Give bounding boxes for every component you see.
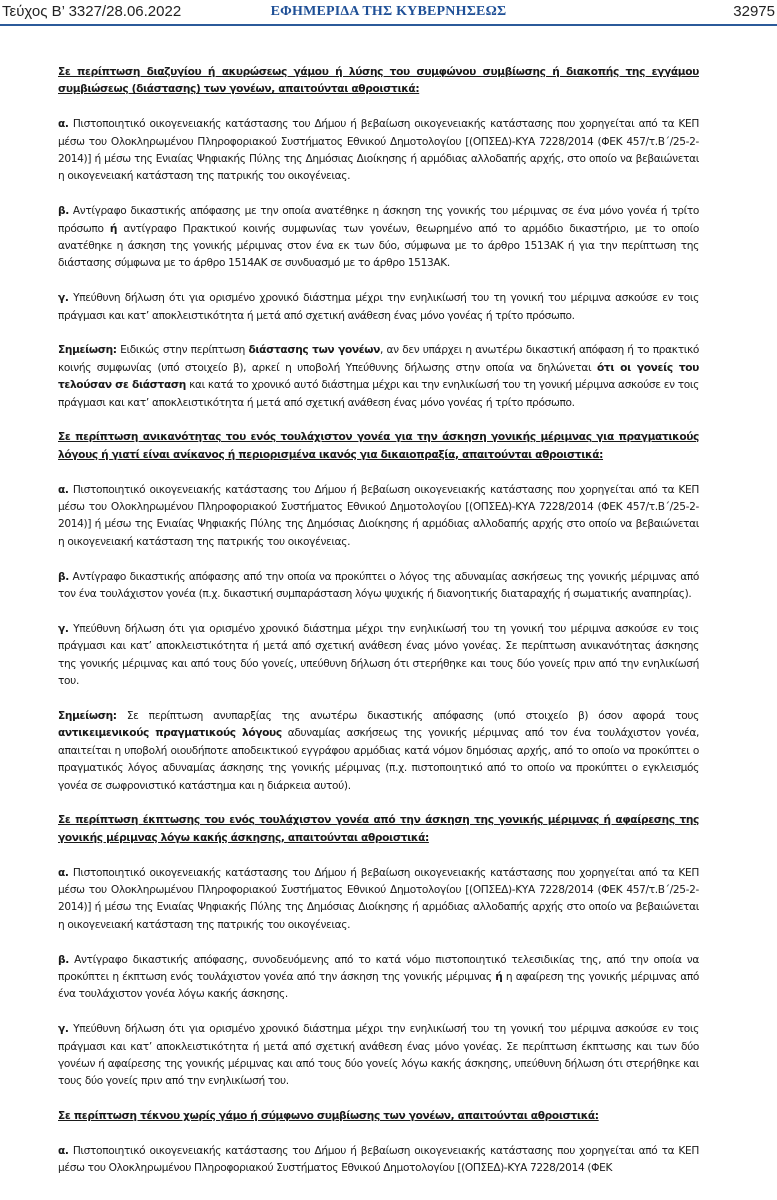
item-a xyxy=(58,1143,699,1178)
note-text: Ειδικώς στην περίπτωση xyxy=(116,344,249,357)
item-a xyxy=(58,116,699,186)
section-heading-unmarried: Σε περίπτωση τέκνου χωρίς γάμο ή σύμφωνο συμβίωσης των γονέων, απαιτούνται αθροιστικά: xyxy=(58,1110,599,1123)
item-c xyxy=(58,1021,699,1091)
document-body xyxy=(58,64,699,1178)
item-c xyxy=(58,290,699,325)
item-label: β. xyxy=(58,570,69,583)
item-b xyxy=(58,203,699,273)
page-header xyxy=(0,0,777,24)
item-label: γ. xyxy=(58,622,69,635)
item-text: Αντίγραφο δικαστικής απόφασης, συνοδευόμενης από το κατά νόμο πιστοποιητικό τελεσιδικίας της, από την οποία να προκύπτει η έκπτωση ενός τουλάχιστον γονέα από την άσκηση της γονικής μέριμνας xyxy=(58,953,699,983)
item-label: α. xyxy=(58,1144,69,1157)
emphasis: διάστασης των γονέων xyxy=(248,344,381,357)
item-a xyxy=(58,865,699,935)
page-number: 32975 xyxy=(733,3,775,20)
section-heading-divorce: Σε περίπτωση διαζυγίου ή ακυρώσεως γάμου ή λύσης του συμφώνου συμβίωσης ή διακοπής της εγγάμου συμβιώσεως (διάστασης) των γονέων, απαιτούνται αθροιστικά: xyxy=(58,66,699,96)
note-label: Σημείωση: xyxy=(58,344,117,357)
item-text: αντίγραφο Πρακτικού κοινής συμφωνίας των γονέων, θεωρημένο από το αρμόδιο δικαστήριο, με το οποίο ανατέθηκε η άσκηση της γονικής μέριμνας στον ένα εκ των δύο, σύμφωνα με το άρθρο 1513ΑΚ ή για την περίπτωση της διάστασης σύμφωνα με το άρθρο 1514ΑΚ σε συνδυασμό με το άρθρο 1513ΑΚ. xyxy=(58,222,699,270)
section-heading-deprivation: Σε περίπτωση έκπτωσης του ενός τουλάχιστον γονέα από την άσκηση της γονικής μέριμνας ή αφαίρεσης της γονικής μέριμνας λόγω κακής άσκησης, απαιτούνται αθροιστικά: xyxy=(58,814,699,844)
item-label: α. xyxy=(58,483,69,496)
item-text: Πιστοποιητικό οικογενειακής κατάστασης του Δήμου ή βεβαίωση οικογενειακής κατάστασης που χορηγείται από τα ΚΕΠ μέσω του Ολοκληρωμένου Πληροφοριακού Συστήματος Εθνικού Δημοτολογίου [(ΟΠΣΕΔ)-ΚΥΑ 7228/2014 (ΦΕΚ 457/τ.Β΄/25-2-2014)] ή μέσω της Ενιαίας Ψηφιακής Πύλης της Δημόσιας Διοίκησης ή αρμόδιας αλλοδαπής αρχής στο οποίο να βεβαιώνεται η οικογενειακή κατάσταση της πατρικής του οικογένειας. xyxy=(58,483,699,548)
item-label: α. xyxy=(58,866,69,879)
item-text: Υπεύθυνη δήλωση ότι για ορισμένο χρονικό διάστημα μέχρι την ενηλικίωσή του τη γονική του μέριμνα ασκούσε εν τοις πράγμασι και κατ’ αποκλειστικότητα ή μετά από σχετική ανάθεση ένας μόνο γονέας. Σε περίπτωση έκπτωσης και των δύο γονέων ή αφαίρεσης της γονικής μέριμνας και από τους δύο γονείς λόγω κακής άσκησης, υπεύθυνη δήλωση ότι στερήθηκε και τους δύο γονείς πριν από την ενηλικίωσή του. xyxy=(58,1023,699,1088)
item-text: Πιστοποιητικό οικογενειακής κατάστασης του Δήμου ή βεβαίωση οικογενειακής κατάστασης που χορηγείται από τα ΚΕΠ μέσω του Ολοκληρωμένου Πληροφοριακού Συστήματος Εθνικού Δημοτολογίου [(ΟΠΣΕΔ)-ΚΥΑ 7228/2014 (ΦΕΚ 457/τ.Β΄/25-2-2014)] ή μέσω της Ενιαίας Ψηφιακής Πύλης της Δημόσιας Διοίκησης ή αρμόδιας αλλοδαπής αρχής στο οποίο να βεβαιώνεται η οικογενειακή κατάσταση της πατρικής του οικογένειας. xyxy=(58,866,699,931)
note-text: Σε περίπτωση ανυπαρξίας της ανωτέρω δικαστικής απόφασης (υπό στοιχείο β) όσον αφορά τους xyxy=(116,709,699,722)
gazette-title: ΕΦΗΜΕΡΙΔΑ ΤΗΣ ΚΥΒΕΡΝΗΣΕΩΣ xyxy=(270,4,507,19)
section-heading-incapacity: Σε περίπτωση ανικανότητας του ενός τουλάχιστον γονέα για την άσκηση γονικής μέριμνας για πραγματικούς λόγους ή γιατί είναι ανίκανος ή περιορισμένα ικανός για δικαιοπραξία, απαιτούνται αθροιστικά: xyxy=(58,431,699,461)
item-text: η αφαίρεση της γονικής μέριμνας από ένα τουλάχιστον γονέα λόγω κακής άσκησης. xyxy=(58,970,699,1001)
note-label: Σημείωση: xyxy=(58,709,117,722)
item-text: Αντίγραφο δικαστικής απόφασης με την οποία ανατέθηκε η άσκηση της γονικής του μέριμνας σε ένα μόνο γονέα ή τρίτο πρόσωπο xyxy=(58,205,699,235)
item-text: Πιστοποιητικό οικογενειακής κατάστασης του Δήμου ή βεβαίωση οικογενειακής κατάστασης που χορηγείται από τα ΚΕΠ μέσω του Ολοκληρωμένου Πληροφοριακού Συστήματος Εθνικού Δημοτολογίου [(ΟΠΣΕΔ)-ΚΥΑ 7228/2014 (ΦΕΚ 457/τ.Β΄/25-2-2014)] ή μέσω της Ενιαίας Ψηφιακής Πύλης της Δημόσιας Διοίκησης ή αρμόδιας αλλοδαπής αρχής, στο οποίο να βεβαιώνεται η οικογενειακή κατάσταση της πατρικής του οικογένειας. xyxy=(58,118,699,183)
emphasis: ή xyxy=(109,222,118,235)
emphasis: ή xyxy=(495,970,503,983)
header-rule xyxy=(0,24,777,26)
item-label: γ. xyxy=(58,1023,69,1036)
item-a xyxy=(58,482,699,552)
item-label: β. xyxy=(58,953,69,966)
note-text: και κατά το χρονικό αυτό διάστημα μέχρι και την ενηλικίωσή του τη γονική μέριμνα ασκούσε εν τοις πράγμασι και κατ’ αποκλειστικότητα ή μετά από σχετική ανάθεση ένας μόνο γονέας ή τρίτο πρόσωπο. xyxy=(58,379,699,409)
emphasis: ότι οι γονείς του τελούσαν σε διάσταση xyxy=(58,361,699,392)
item-b xyxy=(58,569,699,604)
item-label: α. xyxy=(58,118,69,131)
item-text: Υπεύθυνη δήλωση ότι για ορισμένο χρονικό διάστημα μέχρι την ενηλικίωσή του τη γονική του μέριμνα ασκούσε εν τοις πράγμασι και κατ’ αποκλειστικότητα ή μετά από σχετική ανάθεση ένας μόνο γονέας ή τρίτο πρόσωπο. xyxy=(58,292,699,322)
item-c xyxy=(58,621,699,691)
emphasis: αντικειμενικούς πραγματικούς λόγους xyxy=(58,727,282,740)
item-b xyxy=(58,952,699,1004)
item-label: β. xyxy=(58,205,69,218)
item-text: Πιστοποιητικό οικογενειακής κατάστασης του Δήμου ή βεβαίωση οικογενειακής κατάστασης που χορηγείται από τα ΚΕΠ μέσω του Ολοκληρωμένου Πληροφοριακού Συστήματος Εθνικού Δημοτολογίου [(ΟΠΣΕΔ)-ΚΥΑ 7228/2014 (ΦΕΚ xyxy=(58,1144,699,1175)
note-text: αδυναμίας ασκήσεως της γονικής μέριμνας από τον ένα τουλάχιστον γονέα, απαιτείται η υποβολή οιουδήποτε αποδεικτικού εγγράφου αρμόδιας κατά νόμον δημόσιας αρχής, από το οποίο να προκύπτει ο πραγματικός λόγος αδυναμίας άσκησης της γονικής μέριμνας (π.χ. πιστοποιητικό από το οποίο να προκύπτει ο εγκλεισμός γονέα σε σωφρονιστικό κατάστημα και η διάρκεια αυτού). xyxy=(58,727,699,792)
issue-info: Τεύχος Β’ 3327/28.06.2022 xyxy=(2,3,182,20)
item-text: Υπεύθυνη δήλωση ότι για ορισμένο χρονικό διάστημα μέχρι την ενηλικίωσή του τη γονική του μέριμνα ασκούσε εν τοις πράγμασι και κατ’ αποκλειστικότητα ή μετά από σχετική ανάθεση ένας μόνο γονέας. Σε περίπτωση ανικανότητας άσκησης της γονικής μέριμνας και από τους δύο γονείς, υπεύθυνη δήλωση ότι στερήθηκε και τους δύο γονείς πριν από την ενηλικίωσή του. xyxy=(58,622,699,688)
note xyxy=(58,708,699,795)
note xyxy=(58,342,699,412)
note-text: , αν δεν υπάρχει η ανωτέρω δικαστική απόφαση ή το πρακτικό κοινής συμφωνίας (υπό στοιχείο β), αρκεί η υποβολή Υπεύθυνης δήλωσης στην οποία να δηλώνεται xyxy=(58,344,699,374)
item-label: γ. xyxy=(58,292,69,305)
item-text: Αντίγραφο δικαστικής απόφασης από την οποία να προκύπτει ο λόγος της αδυναμίας ασκήσεως της γονικής μέριμνας από τον ένα τουλάχιστον γονέα (π.χ. δικαστική συμπαράσταση λόγω ψυχικής ή διανοητικής διαταραχής ή σωματικής αναπηρίας). xyxy=(58,570,699,601)
